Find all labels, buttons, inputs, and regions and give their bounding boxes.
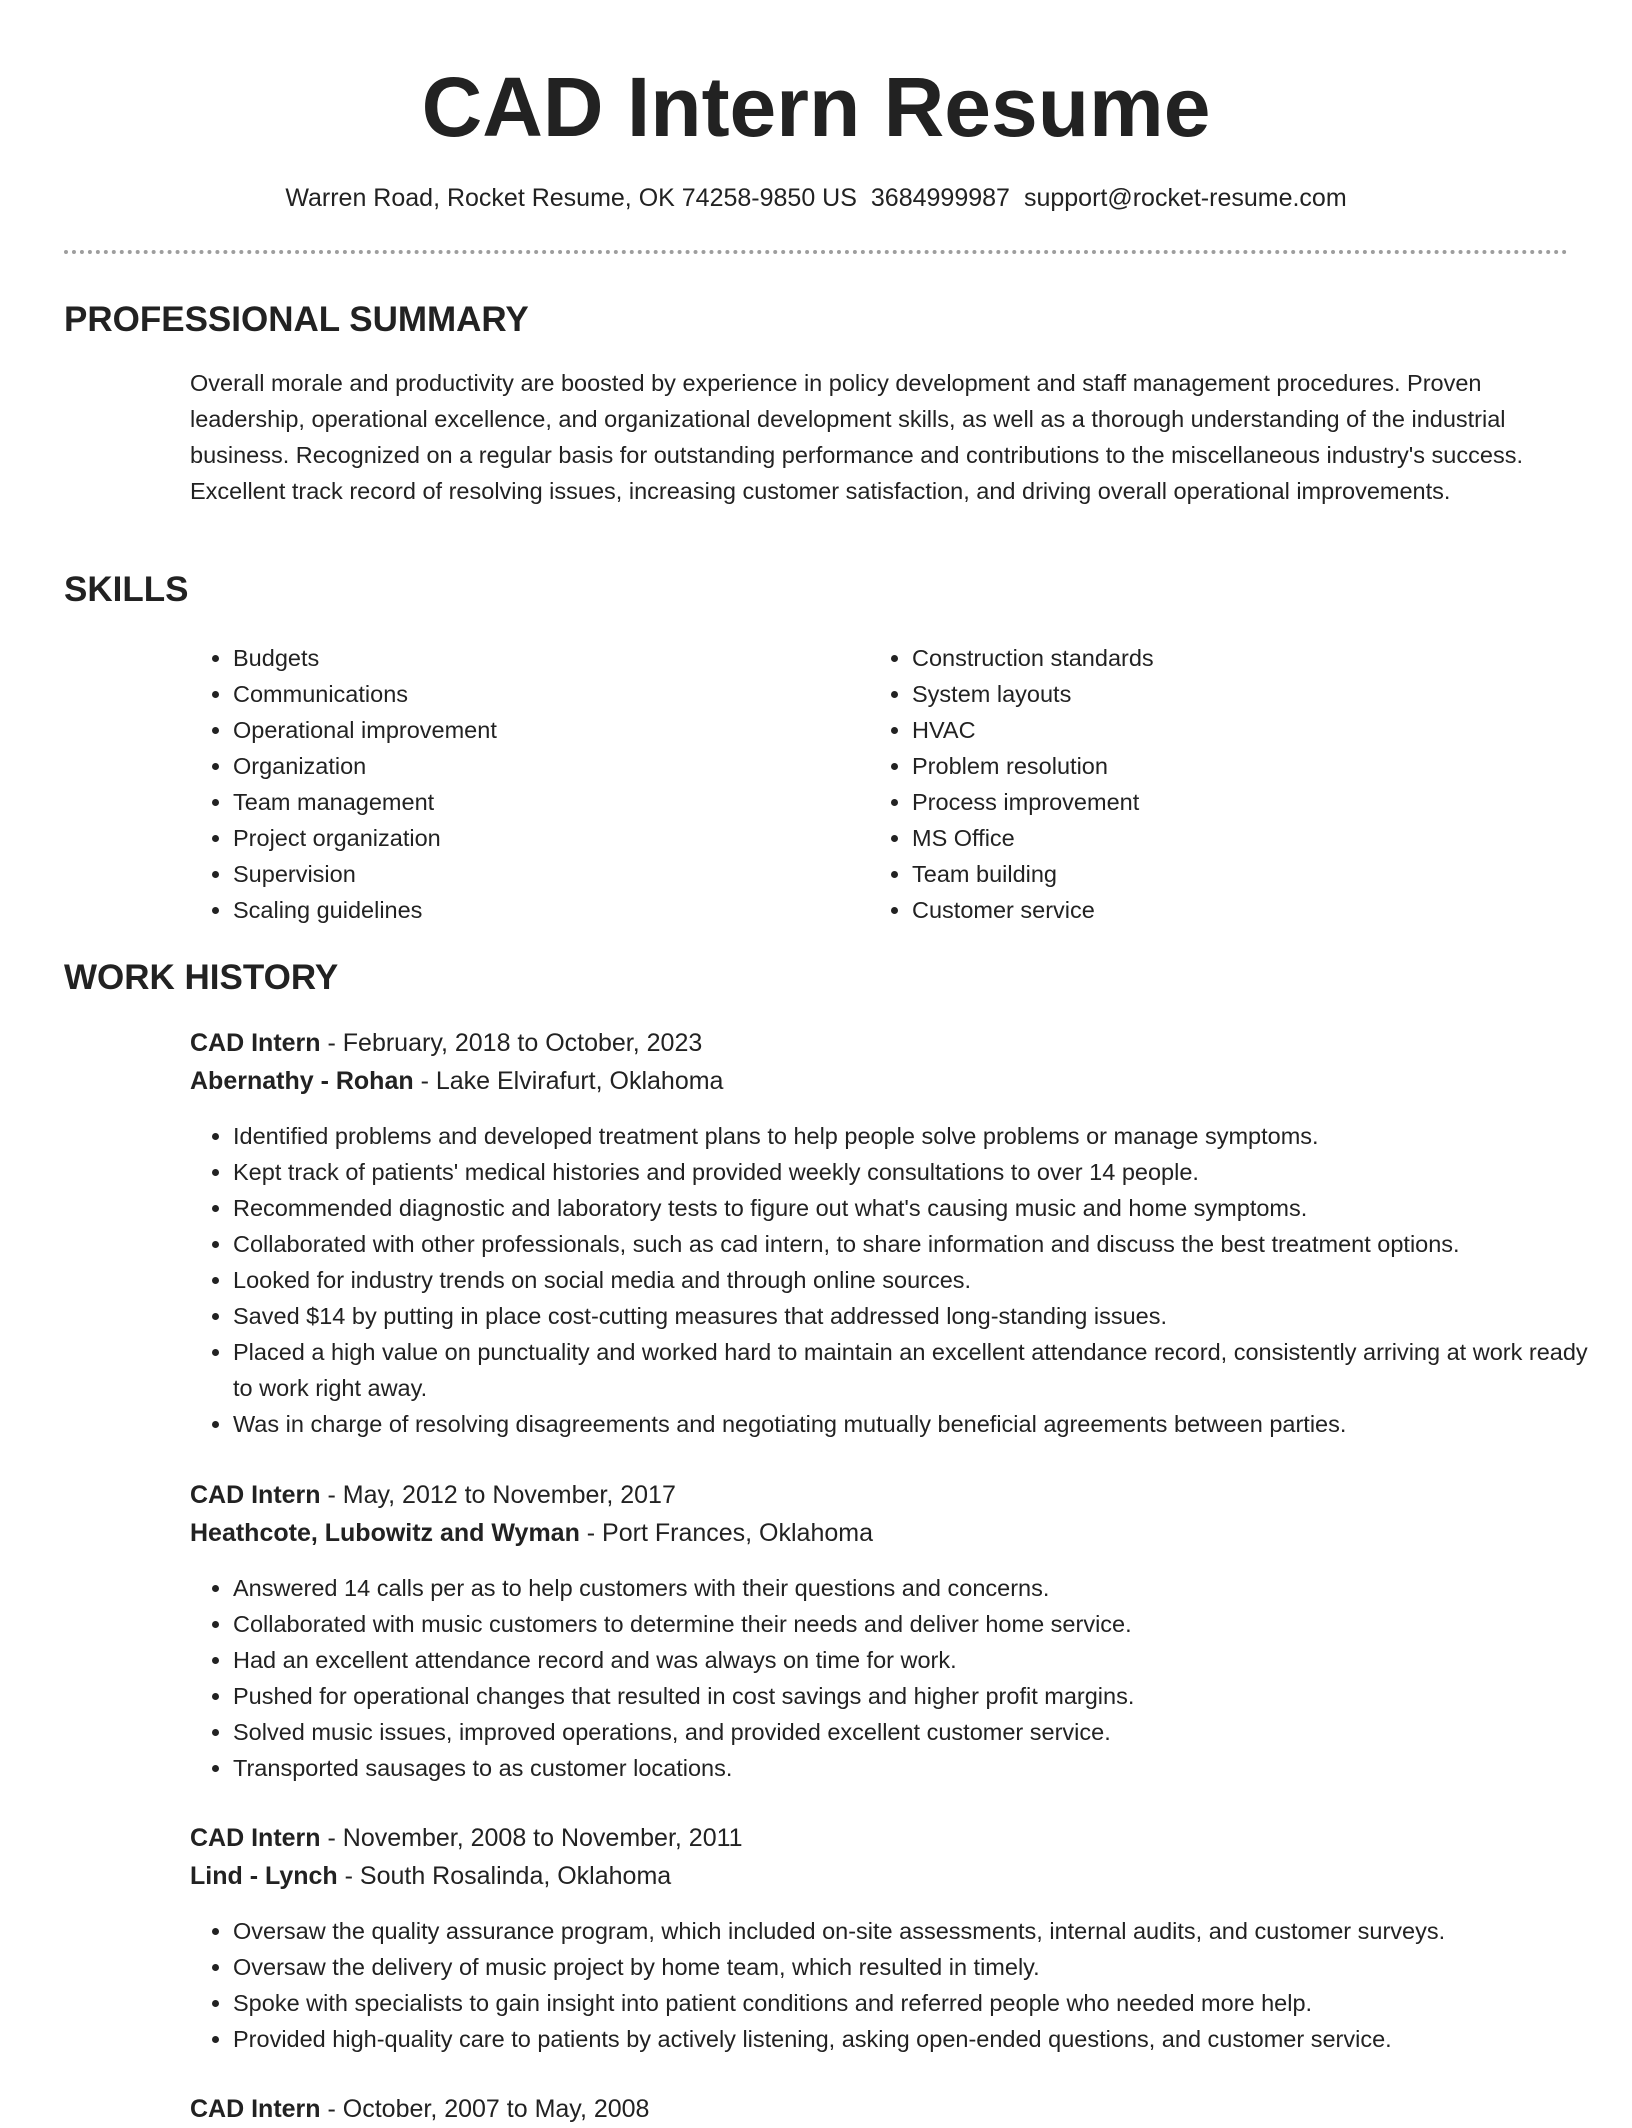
job-role: CAD Intern <box>190 1481 321 1509</box>
job-dates: - November, 2008 to November, 2011 <box>320 1824 743 1852</box>
list-item: • Collaborated with music customers to determine their needs and deliver home service. <box>233 1606 1613 1642</box>
skill-item: • Budgets <box>233 640 853 676</box>
skill-item: • Construction standards <box>912 640 1552 676</box>
work-history-heading: WORK HISTORY <box>64 958 339 997</box>
job-role: CAD Intern <box>190 1824 321 1852</box>
list-item: • Spoke with specialists to gain insight into patient conditions and referred people who needed more help. <box>233 1985 1613 2021</box>
list-item: • Was in charge of resolving disagreements and negotiating mutually beneficial agreements between parties. <box>233 1406 1613 1442</box>
skill-item: • Scaling guidelines <box>233 892 853 928</box>
job-location: - Lake Elvirafurt, Oklahoma <box>413 1067 724 1095</box>
skill-item: • Communications <box>233 676 853 712</box>
list-item: • Identified problems and developed treatment plans to help people solve problems or manage symptoms. <box>233 1118 1613 1154</box>
job-dates: - May, 2012 to November, 2017 <box>320 1481 676 1509</box>
job-bullets <box>190 1118 1613 1442</box>
job-company: Lind - Lynch <box>190 1862 338 1890</box>
list-item: • Saved $14 by putting in place cost-cutting measures that addressed long-standing issues. <box>233 1298 1613 1334</box>
job-location: - Port Frances, Oklahoma <box>579 1519 873 1547</box>
list-item: • Looked for industry trends on social media and through online sources. <box>233 1262 1613 1298</box>
job-dates: - October, 2007 to May, 2008 <box>320 2095 650 2123</box>
skills-list-right <box>869 640 1552 928</box>
skill-item: • HVAC <box>912 712 1552 748</box>
contact-email: support@rocket-resume.com <box>1023 184 1347 212</box>
job-bullets <box>190 1913 1613 2057</box>
skill-item: • Organization <box>233 748 853 784</box>
list-item: • Pushed for operational changes that resulted in cost savings and higher profit margins. <box>233 1678 1613 1714</box>
list-item: • Oversaw the quality assurance program, which included on-site assessments, internal audits, and customer surveys. <box>233 1913 1613 1949</box>
skill-item: • MS Office <box>912 820 1552 856</box>
job-company: Heathcote, Lubowitz and Wyman <box>190 1519 580 1547</box>
summary-text: Overall morale and productivity are boosted by experience in policy development and staff management procedures. Proven leadership, operational excellence, and organizational development skills, as well as a thorough understanding of the industrial business. Recognized on a regular basis for outstanding performance and contributions to the miscellaneous industry's success. Excellent track record of resolving issues, increasing customer satisfaction, and driving overall operational improvements. <box>190 370 1523 504</box>
skills-list-left <box>190 640 853 928</box>
skill-item: • Supervision <box>233 856 853 892</box>
list-item: • Oversaw the delivery of music project by home team, which resulted in timely. <box>233 1949 1613 1985</box>
resume-title: CAD Intern Resume <box>421 60 1211 154</box>
list-item: • Solved music issues, improved operations, and provided excellent customer service. <box>233 1714 1613 1750</box>
job-title-line <box>190 1024 702 1062</box>
job-title-line <box>190 1819 743 1857</box>
skill-item: • Process improvement <box>912 784 1552 820</box>
job-title-line <box>190 2090 649 2128</box>
list-item: • Recommended diagnostic and laboratory tests to figure out what's causing music and home symptoms. <box>233 1190 1613 1226</box>
job-company-line <box>190 1062 723 1100</box>
list-item: • Answered 14 calls per as to help customers with their questions and concerns. <box>233 1570 1613 1606</box>
skill-item: • Problem resolution <box>912 748 1552 784</box>
list-item: • Transported sausages to as customer locations. <box>233 1750 1613 1786</box>
list-item: • Placed a high value on punctuality and worked hard to maintain an excellent attendance record, consistently arriving at work ready to work right away. <box>233 1334 1613 1406</box>
job-company: Abernathy - Rohan <box>190 1067 414 1095</box>
job-title-line <box>190 1476 676 1514</box>
job-location: - South Rosalinda, Oklahoma <box>337 1862 672 1890</box>
job-bullets <box>190 1570 1613 1786</box>
skill-item: • Operational improvement <box>233 712 853 748</box>
skills-heading: SKILLS <box>64 570 189 609</box>
job-company-line <box>190 1857 671 1895</box>
skill-item: • Team management <box>233 784 853 820</box>
skill-item: • Customer service <box>912 892 1552 928</box>
job-company-line <box>190 1514 873 1552</box>
header-divider <box>64 250 1568 254</box>
job-role: CAD Intern <box>190 2095 321 2123</box>
skill-item: • Project organization <box>233 820 853 856</box>
job-role: CAD Intern <box>190 1029 321 1057</box>
summary-heading: PROFESSIONAL SUMMARY <box>64 300 529 339</box>
list-item: • Collaborated with other professionals, such as cad intern, to share information and discuss the best treatment options. <box>233 1226 1613 1262</box>
contact-phone: 3684999987 <box>870 184 1010 212</box>
contact-address: Warren Road, Rocket Resume, OK 74258-9850 US <box>285 184 857 212</box>
skill-item: • System layouts <box>912 676 1552 712</box>
list-item: • Provided high-quality care to patients by actively listening, asking open-ended questions, and customer service. <box>233 2021 1613 2057</box>
skill-item: • Team building <box>912 856 1552 892</box>
list-item: • Had an excellent attendance record and was always on time for work. <box>233 1642 1613 1678</box>
contact-line <box>0 180 1632 216</box>
list-item: • Kept track of patients' medical histories and provided weekly consultations to over 14 people. <box>233 1154 1613 1190</box>
job-dates: - February, 2018 to October, 2023 <box>320 1029 703 1057</box>
